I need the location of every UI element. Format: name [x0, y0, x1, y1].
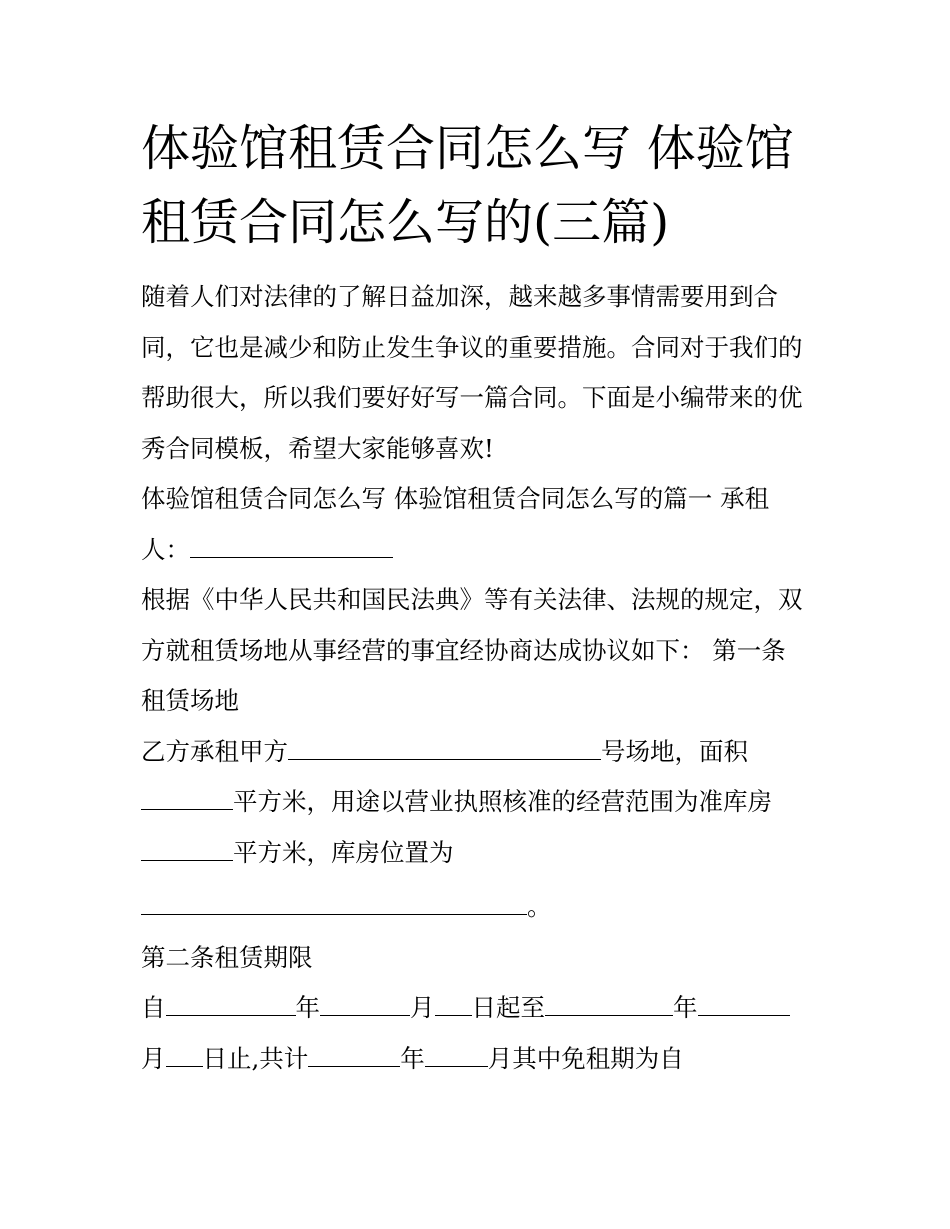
intro-line-1: 随着人们对法律的了解日益加深，越来越多事情需要用到合 — [141, 282, 778, 311]
lease-line-4 — [141, 878, 821, 933]
basis-paragraph — [141, 575, 821, 727]
total-years-blank — [308, 1046, 400, 1067]
section1-line-2 — [141, 525, 821, 576]
storage-location-blank — [141, 894, 527, 915]
title-line-2: 租赁合同怎么写的(三篇) — [141, 194, 670, 251]
basis-line-3: 租赁场地 — [141, 686, 239, 715]
term-month-label: 月 — [410, 993, 435, 1022]
article2-heading: 第二条租赁期限 — [141, 942, 313, 972]
article2-paragraph — [141, 933, 821, 1085]
section1-line-1: 体验馆租赁合同怎么写 体验馆租赁合同怎么写的篇一 承租 — [141, 484, 770, 513]
end-year-blank — [545, 995, 673, 1016]
term-line-1 — [141, 983, 821, 1034]
end-month-blank — [698, 995, 790, 1016]
lease-text-end: 。 — [527, 892, 552, 921]
section1-heading — [141, 474, 821, 575]
intro-paragraph — [141, 272, 821, 474]
basis-line-1: 根据《中华人民共和国民法典》等有关法律、法规的规定，双 — [141, 585, 803, 614]
rent-free-text: 月其中免租期为自 — [487, 1043, 684, 1073]
total-months-blank — [425, 1046, 488, 1067]
term-line-2 — [141, 1034, 821, 1085]
term-until-label: 日起至 — [471, 993, 545, 1022]
lease-line-1 — [141, 727, 821, 778]
term-year2-label: 年 — [673, 993, 698, 1022]
basis-line-2: 方就租赁场地从事经营的事宜经协商达成协议如下： 第一条 — [141, 635, 786, 665]
lease-line-2 — [141, 777, 821, 828]
start-year-blank — [166, 995, 296, 1016]
lease-line-3 — [141, 828, 821, 879]
area-blank — [141, 789, 233, 810]
title-line-1: 体验馆租赁合同怎么写 体验馆 — [141, 120, 794, 177]
lessee-blank — [190, 537, 393, 558]
term-year-label: 年 — [295, 993, 320, 1022]
intro-line-4: 秀合同模板，希望大家能够喜欢! — [141, 433, 494, 463]
lease-text-b: 号场地，面积 — [601, 736, 748, 766]
lease-text-c: 平方米，用途以营业执照核准的经营范围为准库房 — [233, 787, 772, 816]
intro-line-2: 同，它也是减少和防止发生争议的重要措施。合同对于我们的 — [141, 332, 803, 362]
term-total-year-label: 年 — [400, 1043, 425, 1073]
end-day-blank — [166, 1046, 203, 1067]
lease-text-d: 平方米，库房位置为 — [233, 837, 454, 867]
term-from-label: 自 — [141, 993, 166, 1022]
document-title — [141, 112, 821, 260]
term-total-label: 日止,共计 — [202, 1043, 309, 1073]
intro-line-3: 帮助很大，所以我们要好好写一篇合同。下面是小编带来的优 — [141, 383, 803, 412]
start-day-blank — [435, 995, 472, 1016]
term-month2-label: 月 — [141, 1043, 166, 1073]
document-page — [141, 112, 821, 1084]
start-month-blank — [320, 995, 410, 1016]
storage-area-blank — [141, 840, 233, 861]
lease-paragraph — [141, 727, 821, 933]
lease-text-a: 乙方承租甲方 — [141, 736, 288, 766]
site-number-blank — [288, 739, 601, 760]
lessee-label: 人： — [141, 534, 190, 564]
